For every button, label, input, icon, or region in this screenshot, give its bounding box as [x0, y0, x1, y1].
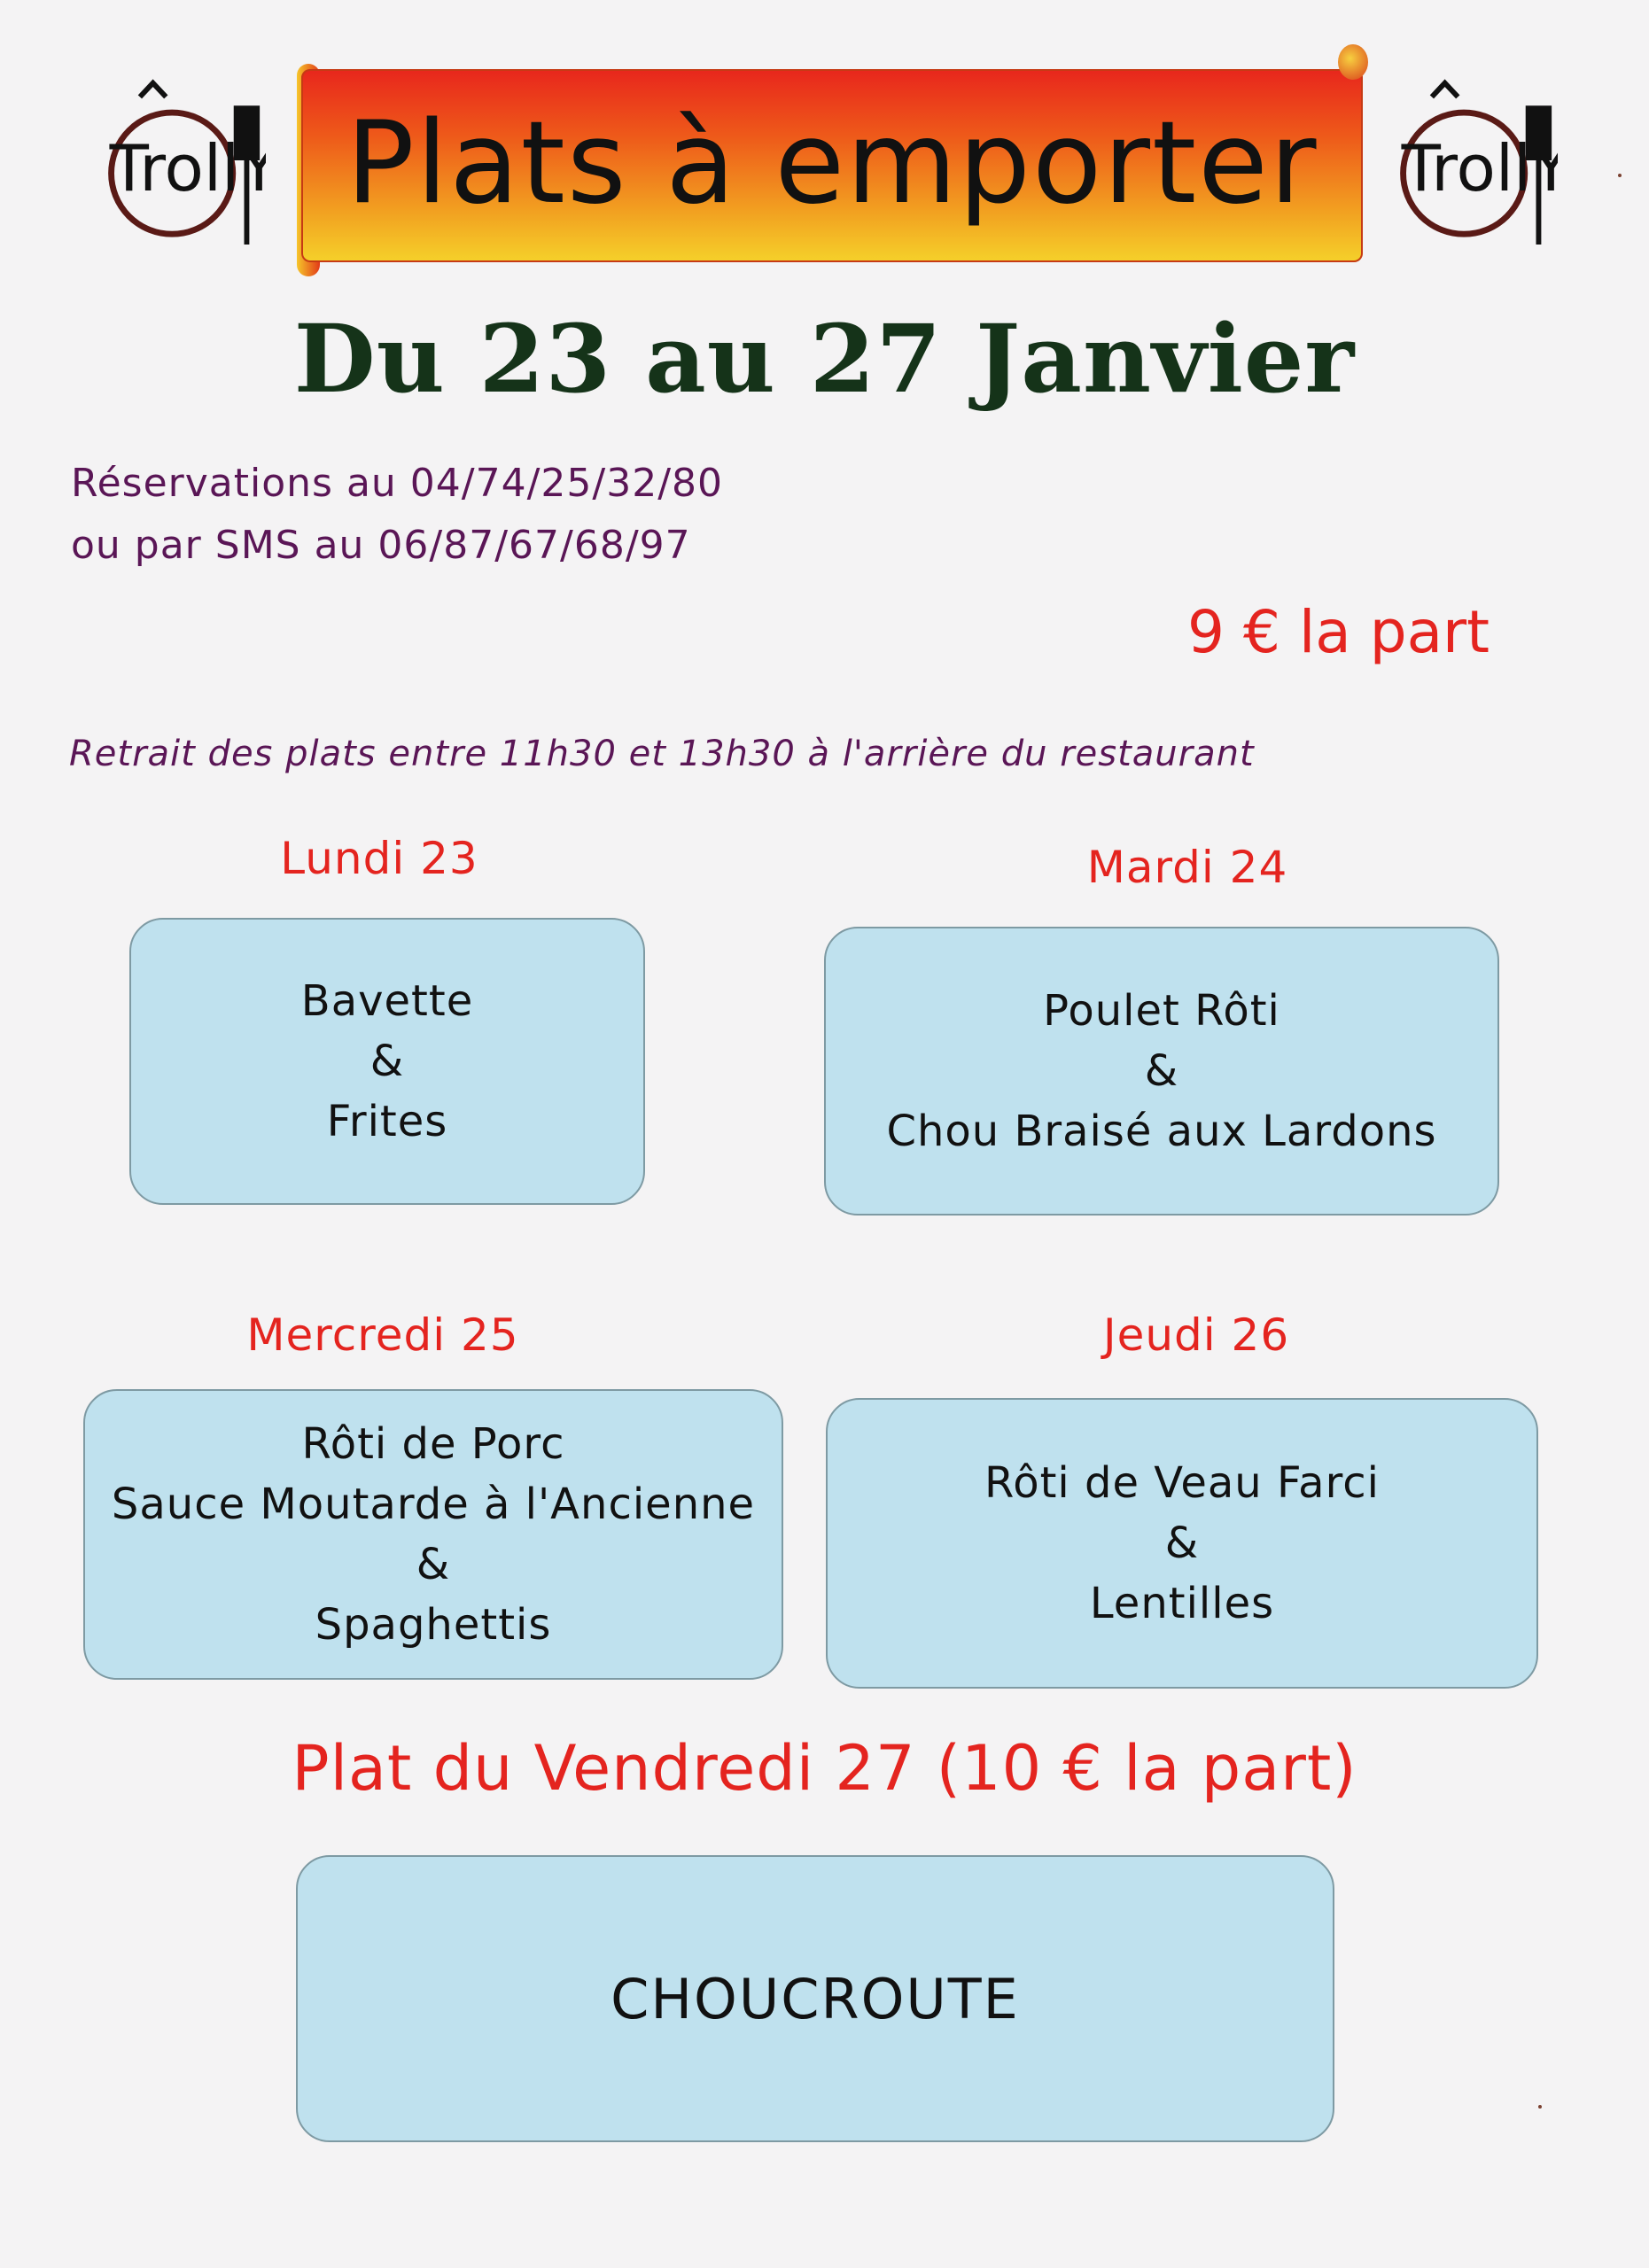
dish-box-tuesday: [824, 927, 1499, 1216]
day-label-thursday: Jeudi 26: [1102, 1309, 1290, 1361]
dish-box-wednesday: [83, 1389, 783, 1680]
svg-text:TrollY: TrollY: [1401, 132, 1558, 207]
reservation-phone: Réservations au 04/74/25/32/80: [71, 461, 724, 506]
dish-line: Spaghettis: [315, 1600, 552, 1650]
banner-scroll-curl: [1338, 44, 1368, 80]
dish-line: &: [369, 1037, 405, 1086]
logo-plate-fork-icon: [92, 69, 266, 246]
day-label-monday: Lundi 23: [280, 833, 478, 884]
pickup-info: Retrait des plats entre 11h30 et 13h30 à l'arrière du restaurant: [69, 734, 1255, 774]
dish-line: Rôti de Porc: [301, 1419, 565, 1469]
dish-line: Chou Braisé aux Lardons: [886, 1107, 1437, 1156]
logo-plate-fork-icon: [1384, 69, 1558, 246]
dish-box-monday: [129, 918, 645, 1205]
scan-speck: [1618, 174, 1622, 177]
price-per-portion: 9 € la part: [1187, 598, 1490, 666]
restaurant-logo: [92, 69, 266, 246]
dish-line: Frites: [326, 1097, 448, 1146]
day-label-wednesday: Mercredi 25: [246, 1309, 519, 1361]
dish-line: Bavette: [300, 976, 474, 1026]
date-range-title: Du 23 au 27 Janvier: [293, 303, 1356, 414]
dish-line: &: [1164, 1518, 1200, 1568]
reservation-sms: ou par SMS au 06/87/67/68/97: [71, 523, 691, 568]
svg-text:TrollY: TrollY: [109, 132, 266, 207]
dish-box-thursday: [826, 1398, 1538, 1689]
dish-line: &: [416, 1540, 451, 1589]
friday-dish: CHOUCROUTE: [611, 1966, 1020, 2031]
scan-speck: [1538, 2105, 1542, 2109]
restaurant-logo: [1384, 69, 1558, 246]
dish-line: Lentilles: [1089, 1579, 1275, 1628]
day-label-tuesday: Mardi 24: [1086, 842, 1288, 893]
dish-line: Poulet Rôti: [1043, 986, 1280, 1036]
dish-line: Sauce Moutarde à l'Ancienne: [111, 1480, 756, 1529]
dish-line: Rôti de Veau Farci: [984, 1458, 1380, 1508]
dish-box-friday: [296, 1855, 1334, 2142]
friday-special-label: Plat du Vendredi 27 (10 € la part): [292, 1732, 1357, 1805]
dish-line: &: [1144, 1046, 1179, 1096]
banner-title: Plats à emporter: [346, 97, 1318, 229]
